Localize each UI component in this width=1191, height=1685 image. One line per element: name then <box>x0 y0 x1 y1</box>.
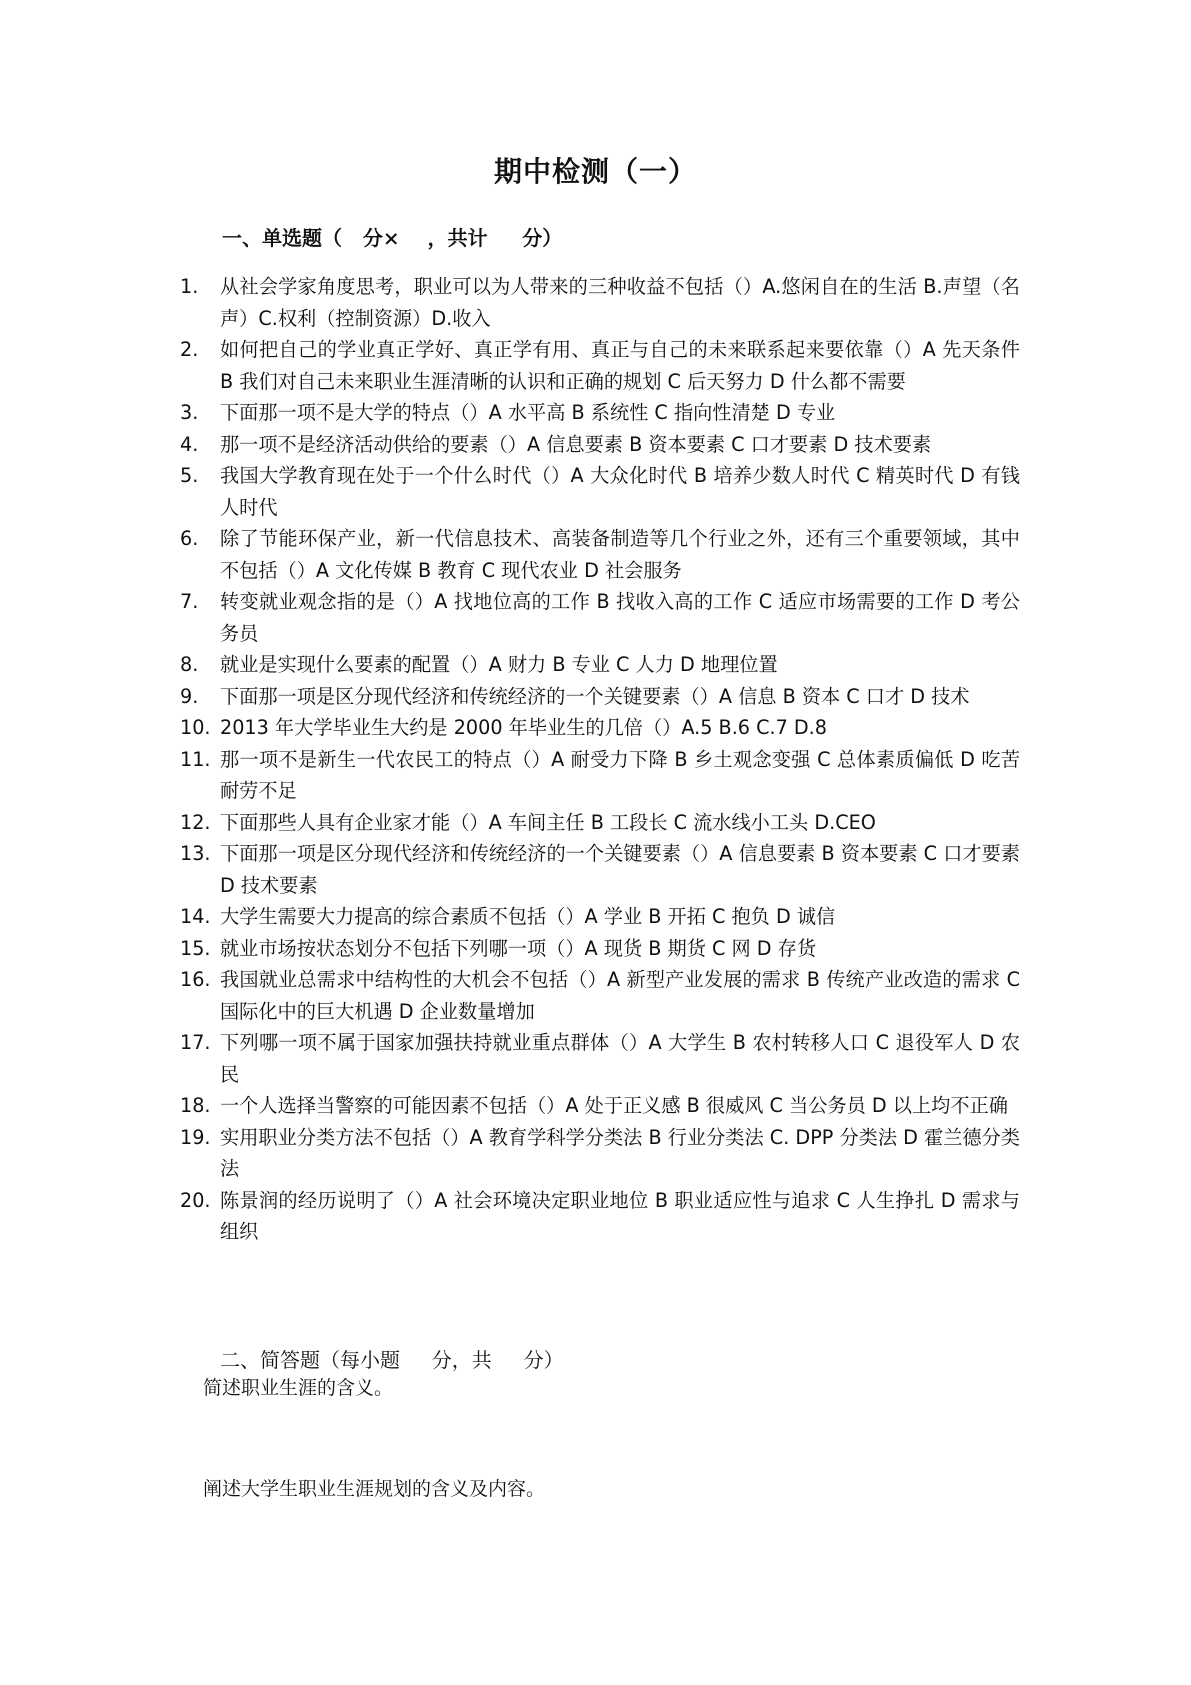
question-item <box>180 1185 1020 1248</box>
question-item <box>180 901 1020 933</box>
question-number: 12. <box>180 810 211 834</box>
question-item <box>180 681 1020 713</box>
question-text: 大学生需要大力提高的综合素质不包括（）A 学业 B 开拓 C 抱负 D 诚信 <box>220 905 836 928</box>
question-list <box>180 271 1020 1248</box>
question-item <box>180 334 1020 397</box>
question-number: 11. <box>180 747 211 771</box>
question-text: 陈景润的经历说明了（）A 社会环境决定职业地位 B 职业适应性与追求 C 人生挣扎 D 需求与组织 <box>220 1188 1020 1243</box>
question-item <box>180 429 1020 461</box>
question-number: 1. <box>180 275 199 298</box>
question-number: 15. <box>180 936 211 960</box>
question-number: 10. <box>180 716 211 739</box>
question-text: 那一项不是新生一代农民工的特点（）A 耐受力下降 B 乡土观念变强 C 总体素质偏低 D 吃苦耐劳不足 <box>220 747 1020 802</box>
question-text: 2013 年大学毕业生大约是 2000 年毕业生的几倍（）A.5 B.6 C.7 D.8 <box>220 716 827 739</box>
question-number: 17. <box>180 1031 211 1054</box>
question-item <box>180 460 1020 523</box>
question-number: 4. <box>180 432 199 456</box>
question-number: 2. <box>180 338 199 361</box>
question-number: 20. <box>180 1188 211 1212</box>
question-text: 转变就业观念指的是（）A 找地位高的工作 B 找收入高的工作 C 适应市场需要的工作 D 考公务员 <box>220 590 1020 645</box>
question-text: 下面那一项是区分现代经济和传统经济的一个关键要素（）A 信息要素 B 资本要素 C 口才要素 D 技术要素 <box>220 842 1020 897</box>
question-number: 19. <box>180 1125 211 1149</box>
question-text: 下列哪一项不属于国家加强扶持就业重点群体（）A 大学生 B 农村转移人口 C 退役军人 D 农民 <box>220 1031 1020 1086</box>
question-item <box>180 838 1020 901</box>
question-text: 除了节能环保产业，新一代信息技术、高装备制造等几个行业之外，还有三个重要领域，其中不包括（）A 文化传媒 B 教育 C 现代农业 D 社会服务 <box>220 527 1020 582</box>
question-item <box>180 523 1020 586</box>
question-number: 5. <box>180 464 199 487</box>
question-text: 那一项不是经济活动供给的要素（）A 信息要素 B 资本要素 C 口才要素 D 技术要素 <box>220 432 932 456</box>
question-text: 下面那一项不是大学的特点（）A 水平高 B 系统性 C 指向性清楚 D 专业 <box>220 401 836 424</box>
question-text: 我国就业总需求中结构性的大机会不包括（）A 新型产业发展的需求 B 传统产业改造的需求 C 国际化中的巨大机遇 D 企业数量增加 <box>220 968 1020 1023</box>
question-number: 6. <box>180 527 199 550</box>
section-heading-short-answer: 二、简答题（每小题 分，共 分） <box>220 1348 564 1372</box>
section-heading-single-choice: 一、单选题（ 分× ，共计 分） <box>222 226 563 250</box>
question-number: 16. <box>180 968 211 991</box>
question-text: 下面那些人具有企业家才能（）A 车间主任 B 工段长 C 流水线小工头 D.CEO <box>220 810 876 834</box>
short-answer-question-1: 简述职业生涯的含义。 <box>203 1377 394 1399</box>
question-item <box>180 807 1020 839</box>
question-number: 8. <box>180 653 199 676</box>
question-number: 3. <box>180 401 199 424</box>
question-item <box>180 933 1020 965</box>
question-text: 一个人选择当警察的可能因素不包括（）A 处于正义感 B 很威风 C 当公务员 D 以上均不正确 <box>220 1094 1008 1117</box>
question-item <box>180 271 1020 334</box>
question-text: 如何把自己的学业真正学好、真正学有用、真正与自己的未来联系起来要依靠（）A 先天条件 B 我们对自己未来职业生涯清晰的认识和正确的规划 C 后天努力 D 什么都不需要 <box>220 338 1020 393</box>
question-item <box>180 1090 1020 1122</box>
question-item <box>180 964 1020 1027</box>
question-text: 我国大学教育现在处于一个什么时代（）A 大众化时代 B 培养少数人时代 C 精英时代 D 有钱人时代 <box>220 464 1020 519</box>
short-answer-question-2: 阐述大学生职业生涯规划的含义及内容。 <box>203 1478 546 1500</box>
question-text: 就业市场按状态划分不包括下列哪一项（）A 现货 B 期货 C 网 D 存货 <box>220 936 817 960</box>
question-text: 从社会学家角度思考，职业可以为人带来的三种收益不包括（）A.悠闲自在的生活 B.声望（名声）C.权利（控制资源）D.收入 <box>220 275 1020 330</box>
question-number: 9. <box>180 684 199 708</box>
question-item <box>180 1027 1020 1090</box>
question-item <box>180 649 1020 681</box>
question-number: 18. <box>180 1094 211 1117</box>
question-text: 实用职业分类方法不包括（）A 教育学科学分类法 B 行业分类法 C. DPP 分类法 D 霍兰德分类法 <box>220 1125 1020 1180</box>
question-item <box>180 744 1020 807</box>
question-number: 7. <box>180 590 199 613</box>
page-title: 期中检测（一） <box>493 155 697 188</box>
question-text: 下面那一项是区分现代经济和传统经济的一个关键要素（）A 信息 B 资本 C 口才 D 技术 <box>220 684 970 708</box>
question-number: 14. <box>180 905 211 928</box>
question-number: 13. <box>180 842 211 865</box>
question-item <box>180 1122 1020 1185</box>
question-item <box>180 586 1020 649</box>
question-text: 就业是实现什么要素的配置（）A 财力 B 专业 C 人力 D 地理位置 <box>220 653 778 676</box>
question-item <box>180 712 1020 744</box>
question-item <box>180 397 1020 429</box>
